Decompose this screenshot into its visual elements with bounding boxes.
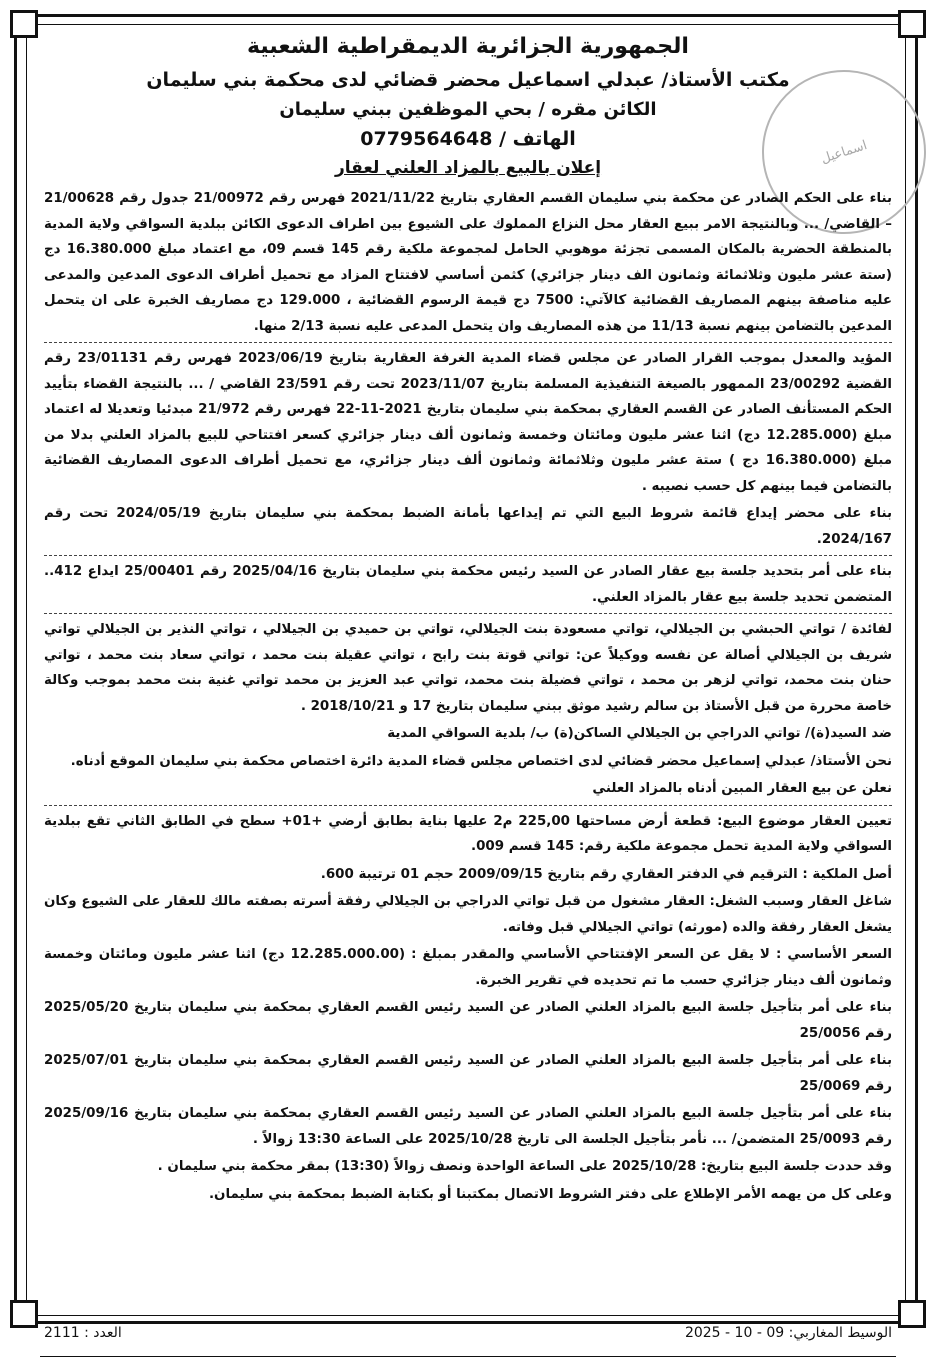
divider [44,342,892,343]
issue-label: العدد : [84,1325,122,1341]
postponement-order: بناء على أمر بتأجيل جلسة البيع بالمزاد العلني الصادر عن السيد رئيس القسم العقاري بمحكمة بني سليمان بتاريخ 2025/09/16 رقم 25/0093 المتضمن/ ... نأمر بتأجيل الجلسة الى تاريخ 2025/10/28 على الساعة 13:30 زوالاً . [44,1106,892,1147]
defendant-paragraph: ضد السيد(ة)/ تواتي الدراجي بن الجيلالي الساكن(ة) ب/ بلدية السواقي المدية [387,726,892,741]
phone-number: 0779564648 [360,128,493,150]
property-occupant: شاغل العقار وسبب الشغل: العقار مشغول من قبل تواتي الدراجي بن الجيلالي رفقة أسرته بصفته مالك للعقار على الشيوع وكان يشغل العقار رفقة والده (مورثه) تواتي الجيلالي قبل وفاته. [44,894,892,935]
phone-label: الهاتف / [499,128,576,150]
postponement-order: بناء على أمر بتأجيل جلسة البيع بالمزاد العلني الصادر عن السيد رئيس القسم العقاري بمحكمة بني سليمان بتاريخ 2025/07/01 رقم 25/0069 [44,1053,892,1094]
issue-number: 2111 [44,1325,80,1341]
notice-paragraph: بناء على محضر إيداع قائمة شروط البيع التي تم إيداعها بأمانة الضبط بمحكمة بني سليمان بتاريخ 2024/05/19 تحت رقم 2024/167. [44,506,893,547]
notice-paragraph: المؤيد والمعدل بموجب القرار الصادر عن مجلس قضاء المدية الغرفة العقارية بتاريخ 2023/06/19 فهرس رقم 23/01131 رقم القضية 23/00292 الممهور بالصيغة التنفيذية المسلمة بتاريخ 2023/11/07 تحت رقم 23/591 القاضي / ... بالنتيجة القضاء بتأييد الحكم المستأنف الصادر عن القسم العقاري بمحكمة بني سليمان بتاريخ 2021-11-22 فهرس رقم 21/972 مبدئيا وتعديلا له اعتماد مبلغ (12.285.000 دج) اثنا عشر مليون ومائتان وخمسة وثمانون ألف دينار جزائري كسعر افتتاحي للبيع بالمزاد العلني بدلا من مبلغ (16.380.000 دج ) ستة عشر مليون وثلاثمائة وثمانون ألف دينار جزائري، مع تحميل أطراف الدعوى المصاريف القضائية بالتضامن فيما بينهم كل حسب نصيبه . [44,351,892,494]
corner-ornament [898,10,926,38]
notice-paragraph: بناء على الحكم الصادر عن محكمة بني سليمان القسم العقاري بتاريخ 2021/11/22 فهرس رقم 21/00972 جدول رقم 21/00628 – القاضي/ ... وبالنتيجة الامر ببيع العقار محل النزاع المملوك على الشيوع بين اطراف الدعوى الكائن ببلدية السواقي ولاية المدية بالمنطقة الحضرية بالمكان المسمى تجزئة موهوبي الحامل لمجموعة ملكية رقم 145 قسم 09، مع اعتماد مبلغ 16.380.000 دج (ستة عشر مليون وثلاثمائة وثمانون الف دينار جزائري) كثمن أساسي لافتتاح المزاد مع تحميل أطراف الدعوى المدعين والمدعى عليه مناصفة بينهم المصاريف القضائية كالآتي: 7500 دج قيمة الرسوم القضائية ، 129.000 دج مصاريف الخبرة على ان يتحمل المدعين بالتضامن بينهم نسبة 11/13 من هذه المصاريف وان يتحمل المدعى عليه نسبة 2/13 منها. [44,191,893,334]
ownership-origin: أصل الملكية : الترقيم في الدفتر العقاري رقم بتاريخ 2009/09/15 حجم 01 ترتيبة 600. [320,866,892,882]
publication-date: الوسيط المغاربي: 09 - 10 - 2025 [684,1325,892,1341]
notice-paragraph: بناء على أمر بتحديد جلسة بيع عقار الصادر عن السيد رئيس محكمة بني سليمان بتاريخ 2025/04/16 رقم 25/00401 ايداع 412.. المتضمن تحديد جلسة بيع عقار بالمزاد العلني. [44,564,892,605]
notice-content [44,26,892,1207]
consultation-note: وعلى كل من يهمه الأمر الإطلاع على دفتر الشروط الاتصال بمكتبنا أو بكتابة الضبط بمحكمة بني سليمان. [208,1186,892,1202]
base-price: السعر الأساسي : لا يقل عن السعر الإفتتاحي الأساسي والمقدر بمبلغ : (12.285.000.00 دج) اثنا عشر مليون ومائتان وخمسة وثمانون ألف دينار جزائري حسب ما تم تحديده في تقرير الخبرة. [44,947,893,988]
publication-footer [44,1318,892,1348]
corner-ornament [10,10,38,38]
office-heading: مكتب الأستاذ/ عبدلي اسماعيل محضر قضائي لدى محكمة بني سليمان [146,69,790,91]
notice-title: إعلان بالبيع بالمزاد العلني لعقار [334,158,602,178]
office-address: الكائن مقره / بحي الموظفين ببني سليمان [279,99,657,120]
bottom-rule [40,1356,896,1357]
divider [44,613,892,614]
beneficiaries-paragraph: لفائدة / تواتي الحبشي بن الجيلالي، تواتي مسعودة بنت الجيلالي، تواتي بن حميدي بن الجيلالي ، تواتي النذير بن الجيلالي تواتي شريف بن الجيلالي أصالة عن نفسه ووكيلاً عن: تواتي قوتة بنت رابح ، تواتي عقيلة بنت محمد ، تواتي سعاد بنت محمد ، تواتي حنان بنت محمد، تواتي لزهر بن محمد ، تواتي فضيلة بنت محمد، تواتي عبد العزيز بن محمد تواتي غنية بنت محمد بموجب وكالة خاصة محررة من قبل الأستاذ بن سالم رشيد موثق ببني سليمان بتاريخ 17 و 2018/10/21 . [44,622,892,714]
divider [44,555,892,556]
announcement-paragraph: نعلن عن بيع العقار المبين أدناه بالمزاد العلني [592,781,892,796]
stamp-text: اسماعيل [819,137,869,167]
divider [44,805,892,806]
office-phone [44,128,892,150]
corner-ornament [898,1300,926,1328]
postponement-order: بناء على أمر بتأجيل جلسة البيع بالمزاد العلني الصادر عن السيد رئيس القسم العقاري بمحكمة بني سليمان بتاريخ 2025/05/20 رقم 25/0056 [44,1000,892,1041]
issue-info [44,1325,122,1341]
republic-heading: الجمهورية الجزائرية الديمقراطية الشعبية [247,34,689,59]
property-description: تعيين العقار موضوع البيع: قطعة أرض مساحتها 225,00 م2 عليها بناية بطابق أرضي +01+ سطح في الطابق الثاني تقع ببلدية السواقي ولاية المدية تحمل مجموعة ملكية رقم: 145 قسم 009. [44,813,892,854]
sale-session-date: وقد حددت جلسة البيع بتاريخ: 2025/10/28 على الساعة الواحدة ونصف زوالاً (13:30) بمقر محكمة بني سليمان . [157,1159,892,1174]
corner-ornament [10,1300,38,1328]
bailiff-paragraph: نحن الأستاذ/ عبدلي إسماعيل محضر قضائي لدى اختصاص مجلس قضاء المدية دائرة اختصاص محكمة بني سليمان الموقع أدناه. [70,753,892,769]
